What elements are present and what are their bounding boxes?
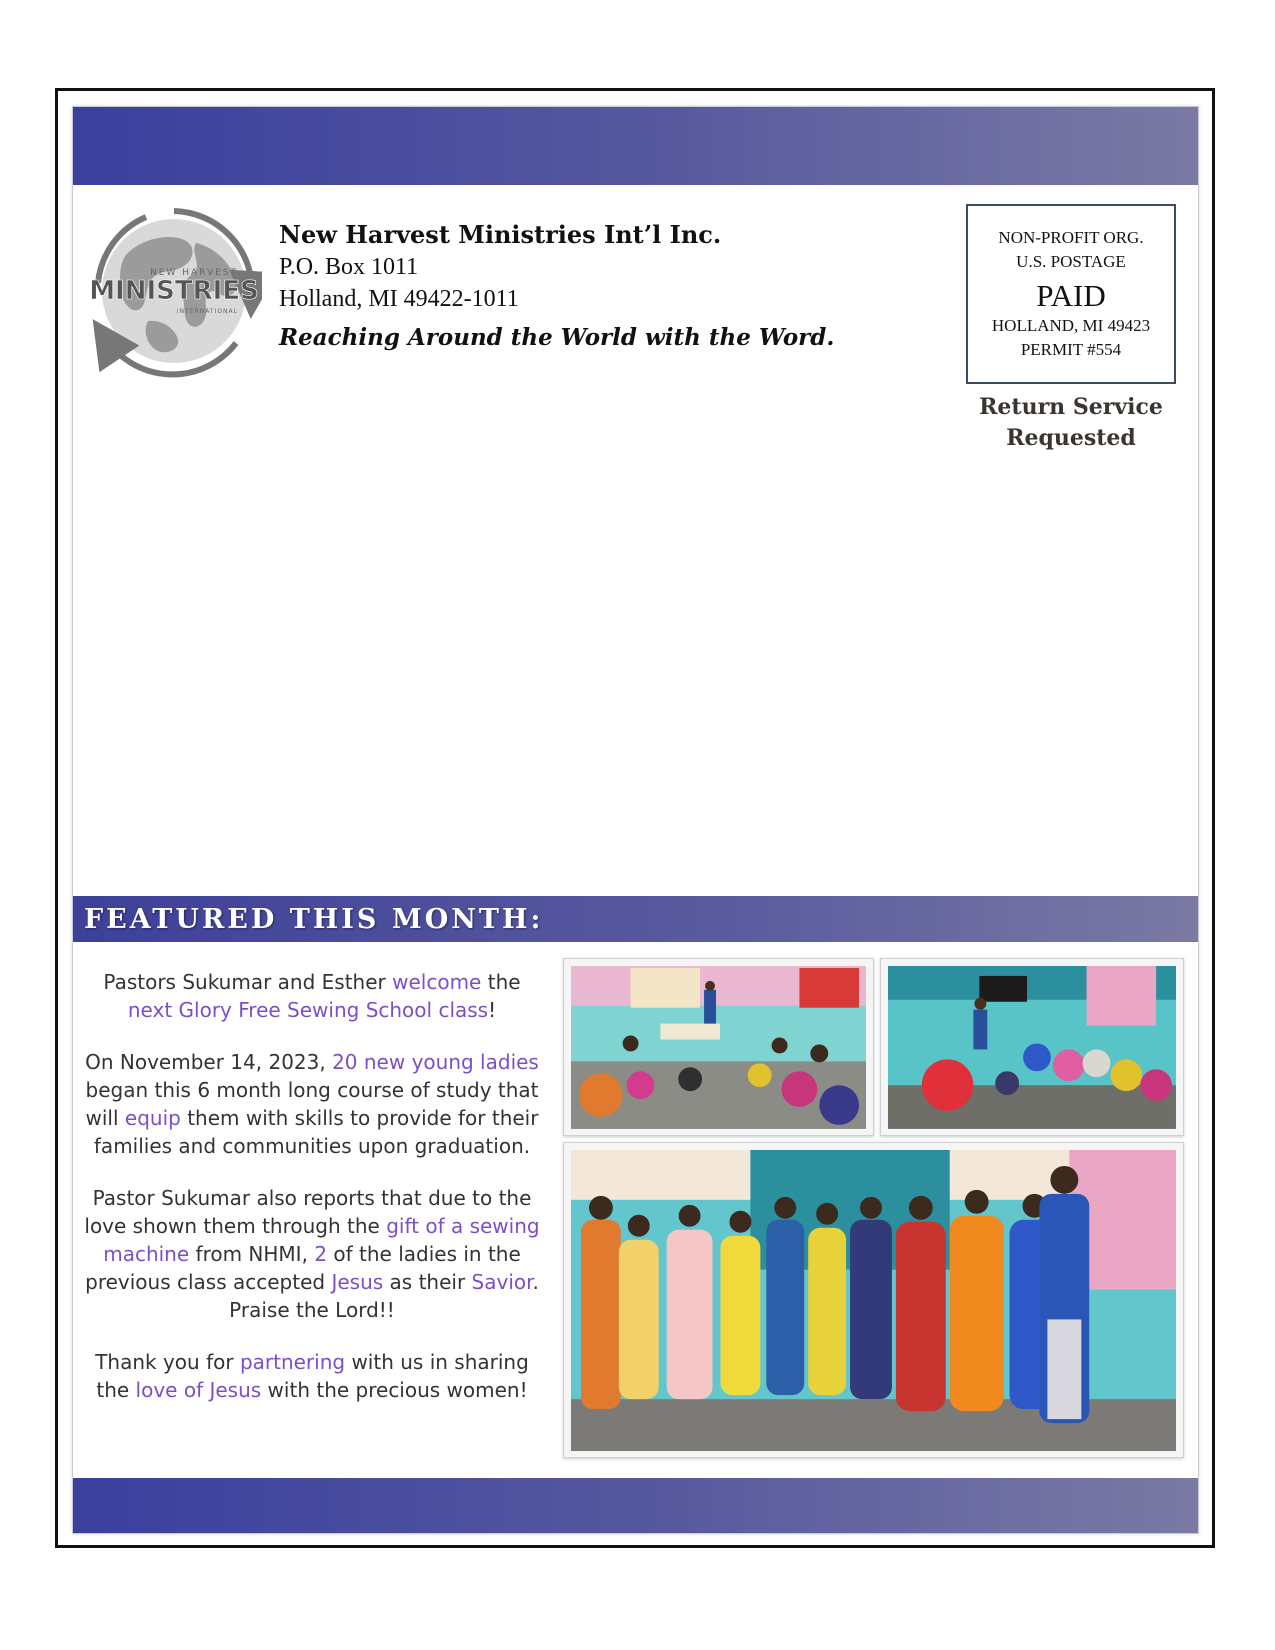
article-paragraph-3: Pastor Sukumar also reports that due to the love shown them through the gift of a sewing machine from NHMI, 2 of the ladies in the previous class accepted Jesus as their Savior. Praise the Lord!! <box>84 1186 540 1322</box>
photo-classroom-frame <box>563 958 874 1136</box>
classroom-photo <box>571 966 866 1129</box>
logo-bottom-text: INTERNATIONAL <box>176 308 238 315</box>
return-service <box>956 392 1186 454</box>
address-line-1: P.O. Box 1011 <box>279 254 419 280</box>
org-name: New Harvest Ministries Int’l Inc. <box>279 220 722 249</box>
article-paragraph-1: Pastors Sukumar and Esther welcome the next Glory Free Sewing School class! <box>103 970 521 1022</box>
group-meeting-photo <box>888 966 1176 1129</box>
return-service-line-2: Requested <box>1006 425 1136 451</box>
class-group-photo <box>571 1150 1176 1451</box>
photo-class-group-frame <box>563 1142 1184 1458</box>
top-banner <box>73 107 1198 185</box>
globe-logo-icon <box>86 203 262 379</box>
postage-indicia <box>966 204 1176 384</box>
article-paragraph-4: Thank you for partnering with us in sharing the love of Jesus with the precious women! <box>95 1350 529 1402</box>
postage-paid: PAID <box>1036 278 1106 313</box>
feature-title: FEATURED THIS MONTH: <box>84 904 544 935</box>
postage-line-4: HOLLAND, MI 49423 <box>991 316 1151 335</box>
return-service-line-1: Return Service <box>979 394 1163 420</box>
logo-main-text: MINISTRIES <box>89 276 259 306</box>
tagline: Reaching Around the World with the Word. <box>279 324 835 351</box>
postage-line-1: NON-PROFIT ORG. <box>998 228 1144 247</box>
postage-permit: PERMIT #554 <box>1020 340 1122 359</box>
postage-line-2: U.S. POSTAGE <box>1016 252 1126 271</box>
bottom-banner <box>73 1478 1198 1533</box>
article-paragraph-2: On November 14, 2023, 20 new young ladies began this 6 month long course of study that will equip them with skills to provide for their families and communities upon graduation. <box>85 1050 539 1158</box>
address-line-2: Holland, MI 49422-1011 <box>279 286 519 312</box>
photo-group-frame <box>880 958 1184 1136</box>
logo-top-text: NEW HARVEST <box>150 268 238 278</box>
article-text <box>82 968 542 1428</box>
